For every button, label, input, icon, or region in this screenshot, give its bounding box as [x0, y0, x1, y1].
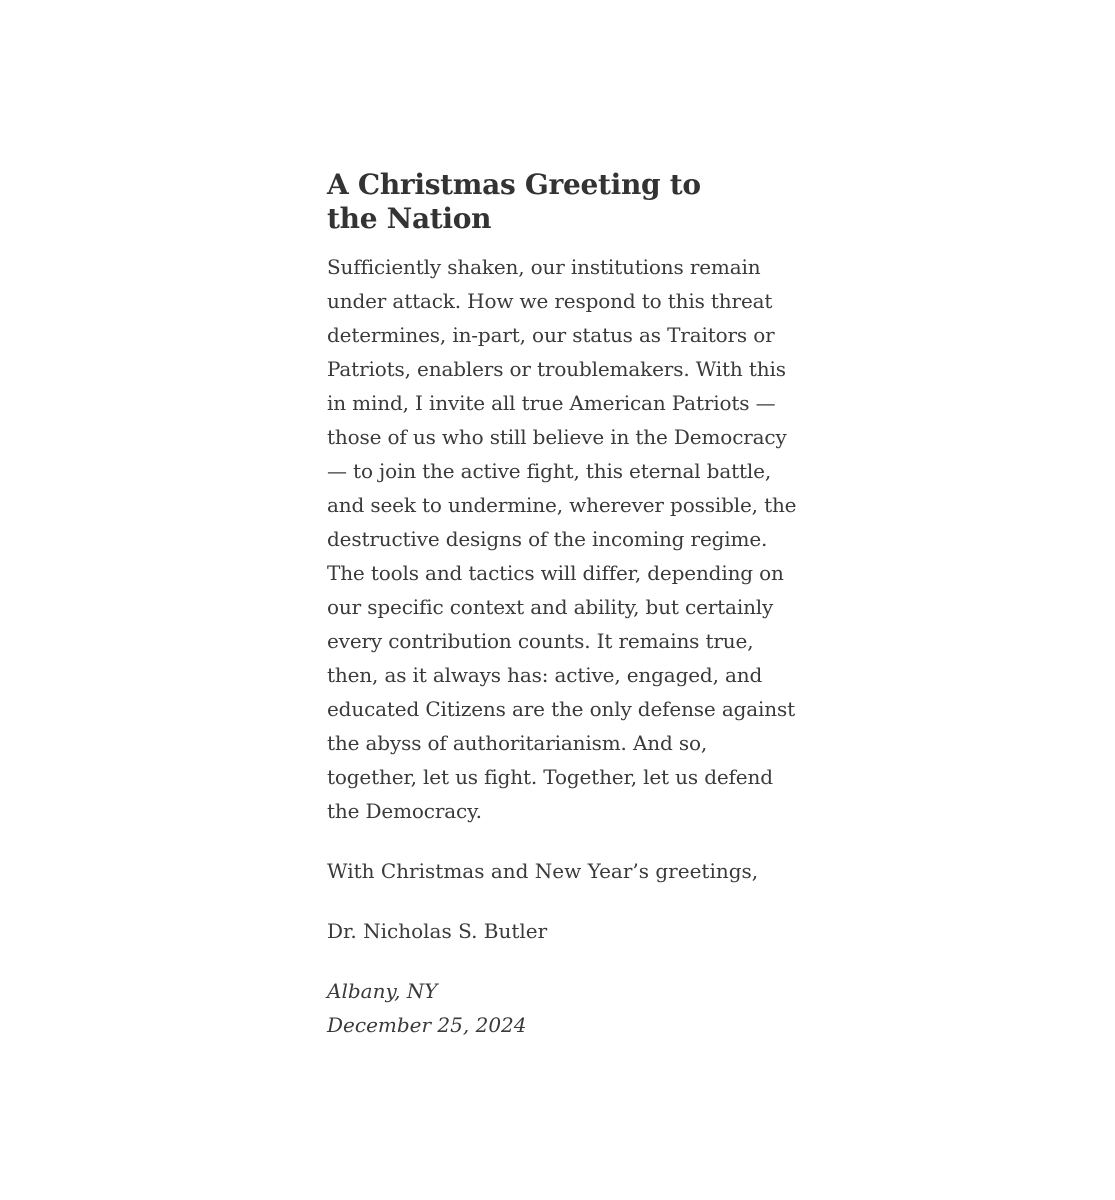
dateline-place: Albany, NY: [327, 979, 438, 1003]
author-signature: Dr. Nicholas S. Butler: [327, 919, 548, 943]
dateline: [327, 974, 802, 1042]
closing-greeting: With Christmas and New Year’s greetings,: [327, 859, 759, 883]
article: [327, 168, 802, 1042]
article-body: Sufficiently shaken, our institutions remain under attack. How we respond to this threat determines, in-part, our status as Traitors or Patriots, enablers or troublemakers. With this in mind, I invite all true American Patriots — those of us who still believe in the Democracy — to join the active fight, this eternal battle, and seek to undermine, wherever possible, the destructive designs of the incoming regime. The tools and tactics will differ, depending on our specific context and ability, but certainly every contribution counts. It remains true, then, as it always has: active, engaged, and educated Citizens are the only defense against the abyss of authoritarianism. And so, together, let us fight. Together, let us defend the Democracy.: [327, 255, 797, 823]
dateline-date: December 25, 2024: [327, 1013, 527, 1037]
article-title: A Christmas Greeting to the Nation: [327, 168, 701, 235]
